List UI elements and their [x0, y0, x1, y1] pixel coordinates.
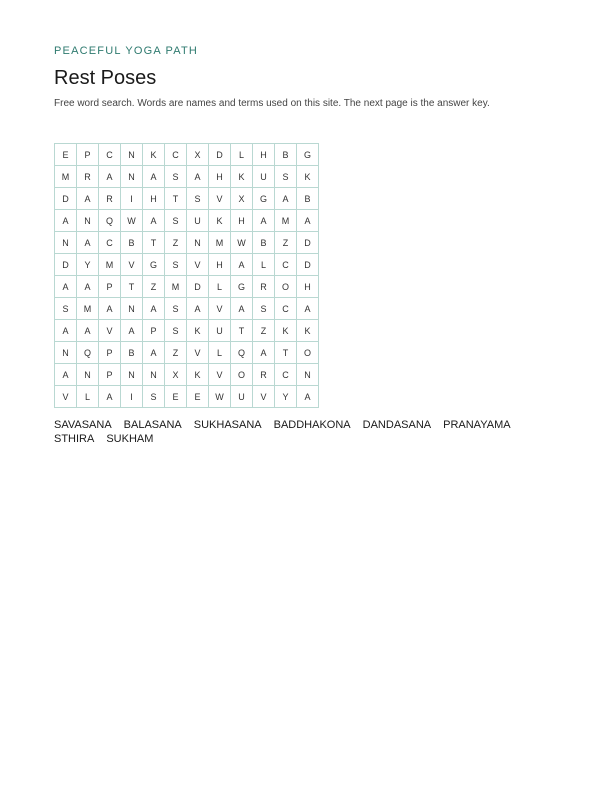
grid-cell: A [187, 298, 209, 320]
grid-cell: A [55, 320, 77, 342]
grid-cell: A [253, 210, 275, 232]
grid-cell: G [297, 144, 319, 166]
grid-cell: C [99, 232, 121, 254]
grid-cell: S [165, 320, 187, 342]
grid-cell: K [209, 210, 231, 232]
grid-cell: T [143, 232, 165, 254]
grid-cell: H [231, 210, 253, 232]
grid-cell: P [99, 276, 121, 298]
grid-cell: M [165, 276, 187, 298]
grid-cell: D [187, 276, 209, 298]
grid-cell: Q [99, 210, 121, 232]
grid-cell: U [187, 210, 209, 232]
grid-cell: C [165, 144, 187, 166]
grid-cell: V [209, 188, 231, 210]
grid-cell: A [77, 232, 99, 254]
grid-cell: B [121, 232, 143, 254]
page-subtitle: Free word search. Words are names and terms used on this site. The next page is the answer key. [54, 98, 490, 109]
grid-row [55, 386, 319, 408]
grid-cell: S [165, 254, 187, 276]
grid-cell: A [143, 298, 165, 320]
grid-cell: B [275, 144, 297, 166]
grid-cell: K [231, 166, 253, 188]
grid-cell: A [55, 364, 77, 386]
grid-cell: N [55, 232, 77, 254]
grid-cell: Z [275, 232, 297, 254]
grid-cell: I [121, 188, 143, 210]
grid-cell: N [187, 232, 209, 254]
word-list-item: BALASANA [123, 419, 182, 431]
grid-cell: I [121, 386, 143, 408]
grid-cell: A [77, 276, 99, 298]
grid-cell: A [55, 210, 77, 232]
grid-cell: V [187, 342, 209, 364]
grid-cell: Z [165, 232, 187, 254]
grid-cell: S [275, 166, 297, 188]
word-list-item: PRANAYAMA [443, 419, 511, 431]
grid-cell: S [165, 166, 187, 188]
grid-cell: Q [77, 342, 99, 364]
grid-row [55, 276, 319, 298]
grid-cell: H [143, 188, 165, 210]
grid-cell: U [253, 166, 275, 188]
grid-cell: Z [165, 342, 187, 364]
grid-cell: M [275, 210, 297, 232]
grid-cell: C [275, 298, 297, 320]
grid-cell: W [209, 386, 231, 408]
grid-row [55, 320, 319, 342]
grid-cell: A [297, 210, 319, 232]
grid-row [55, 210, 319, 232]
grid-cell: V [253, 386, 275, 408]
grid-cell: P [143, 320, 165, 342]
word-list-item: SAVASANA [54, 419, 112, 431]
grid-cell: U [209, 320, 231, 342]
grid-cell: U [231, 386, 253, 408]
grid-cell: L [253, 254, 275, 276]
grid-cell: T [275, 342, 297, 364]
grid-cell: X [231, 188, 253, 210]
grid-row [55, 166, 319, 188]
grid-cell: A [77, 188, 99, 210]
grid-cell: Z [143, 276, 165, 298]
grid-cell: H [253, 144, 275, 166]
grid-cell: N [121, 144, 143, 166]
grid-cell: T [165, 188, 187, 210]
grid-cell: A [143, 210, 165, 232]
grid-cell: M [99, 254, 121, 276]
grid-cell: N [297, 364, 319, 386]
grid-cell: K [275, 320, 297, 342]
grid-cell: H [297, 276, 319, 298]
grid-cell: L [209, 276, 231, 298]
grid-cell: N [121, 364, 143, 386]
grid-cell: T [121, 276, 143, 298]
grid-cell: C [275, 364, 297, 386]
grid-cell: V [121, 254, 143, 276]
word-list-item: BADDHAKONA [273, 419, 351, 431]
grid-cell: A [143, 342, 165, 364]
word-list-item: SUKHASANA [193, 419, 262, 431]
grid-cell: S [143, 386, 165, 408]
grid-cell: T [231, 320, 253, 342]
grid-cell: N [121, 298, 143, 320]
grid-cell: M [55, 166, 77, 188]
grid-cell: K [297, 166, 319, 188]
worksheet-page [54, 44, 558, 446]
grid-cell: Y [275, 386, 297, 408]
grid-cell: N [121, 166, 143, 188]
grid-cell: P [99, 364, 121, 386]
grid-cell: D [55, 188, 77, 210]
grid-cell: A [187, 166, 209, 188]
grid-cell: A [77, 320, 99, 342]
site-brand: PEACEFUL YOGA PATH [54, 45, 199, 57]
grid-cell: R [253, 364, 275, 386]
grid-cell: A [99, 166, 121, 188]
grid-cell: E [165, 386, 187, 408]
grid-cell: A [143, 166, 165, 188]
grid-cell: L [231, 144, 253, 166]
grid-row [55, 364, 319, 386]
grid-cell: A [297, 298, 319, 320]
grid-cell: A [297, 386, 319, 408]
grid-cell: A [231, 298, 253, 320]
grid-cell: P [99, 342, 121, 364]
grid-cell: A [99, 298, 121, 320]
grid-cell: X [165, 364, 187, 386]
grid-cell: C [275, 254, 297, 276]
grid-cell: V [99, 320, 121, 342]
grid-cell: W [121, 210, 143, 232]
grid-cell: A [99, 386, 121, 408]
grid-cell: K [297, 320, 319, 342]
word-list-item: DANDASANA [362, 419, 432, 431]
grid-cell: D [297, 254, 319, 276]
grid-cell: N [55, 342, 77, 364]
grid-cell: N [143, 364, 165, 386]
grid-cell: K [187, 320, 209, 342]
grid-cell: M [77, 298, 99, 320]
grid-cell: S [165, 298, 187, 320]
grid-row [55, 144, 319, 166]
grid-cell: P [77, 144, 99, 166]
word-list-item: STHIRA [54, 433, 95, 445]
grid-cell: A [121, 320, 143, 342]
grid-cell: S [165, 210, 187, 232]
grid-cell: L [209, 342, 231, 364]
grid-cell: V [209, 364, 231, 386]
grid-cell: Z [253, 320, 275, 342]
grid-row [55, 342, 319, 364]
grid-cell: Q [231, 342, 253, 364]
grid-cell: X [187, 144, 209, 166]
grid-row [55, 188, 319, 210]
grid-cell: R [99, 188, 121, 210]
grid-cell: W [231, 232, 253, 254]
grid-cell: Y [77, 254, 99, 276]
grid-cell: G [143, 254, 165, 276]
grid-cell: O [297, 342, 319, 364]
grid-cell: R [77, 166, 99, 188]
grid-cell: N [77, 364, 99, 386]
grid-cell: S [187, 188, 209, 210]
grid-cell: S [55, 298, 77, 320]
grid-cell: L [77, 386, 99, 408]
grid-cell: E [55, 144, 77, 166]
grid-cell: H [209, 166, 231, 188]
grid-cell: K [187, 364, 209, 386]
grid-cell: B [253, 232, 275, 254]
grid-cell: R [253, 276, 275, 298]
grid-cell: H [209, 254, 231, 276]
grid-cell: G [231, 276, 253, 298]
grid-cell: D [55, 254, 77, 276]
grid-cell: V [209, 298, 231, 320]
word-list [54, 418, 524, 446]
page-title: Rest Poses [54, 67, 157, 89]
grid-cell: A [253, 342, 275, 364]
grid-cell: G [253, 188, 275, 210]
grid-cell: V [55, 386, 77, 408]
grid-cell: S [253, 298, 275, 320]
word-search-grid [54, 143, 319, 408]
grid-cell: O [231, 364, 253, 386]
grid-cell: M [209, 232, 231, 254]
grid-row [55, 254, 319, 276]
grid-row [55, 232, 319, 254]
grid-cell: A [55, 276, 77, 298]
grid-cell: K [143, 144, 165, 166]
grid-cell: D [297, 232, 319, 254]
grid-cell: E [187, 386, 209, 408]
grid-cell: A [231, 254, 253, 276]
grid-cell: A [275, 188, 297, 210]
grid-cell: D [209, 144, 231, 166]
grid-cell: O [275, 276, 297, 298]
grid-cell: N [77, 210, 99, 232]
grid-cell: B [121, 342, 143, 364]
grid-row [55, 298, 319, 320]
grid-cell: B [297, 188, 319, 210]
word-list-item: SUKHAM [106, 433, 154, 445]
grid-cell: C [99, 144, 121, 166]
grid-cell: V [187, 254, 209, 276]
